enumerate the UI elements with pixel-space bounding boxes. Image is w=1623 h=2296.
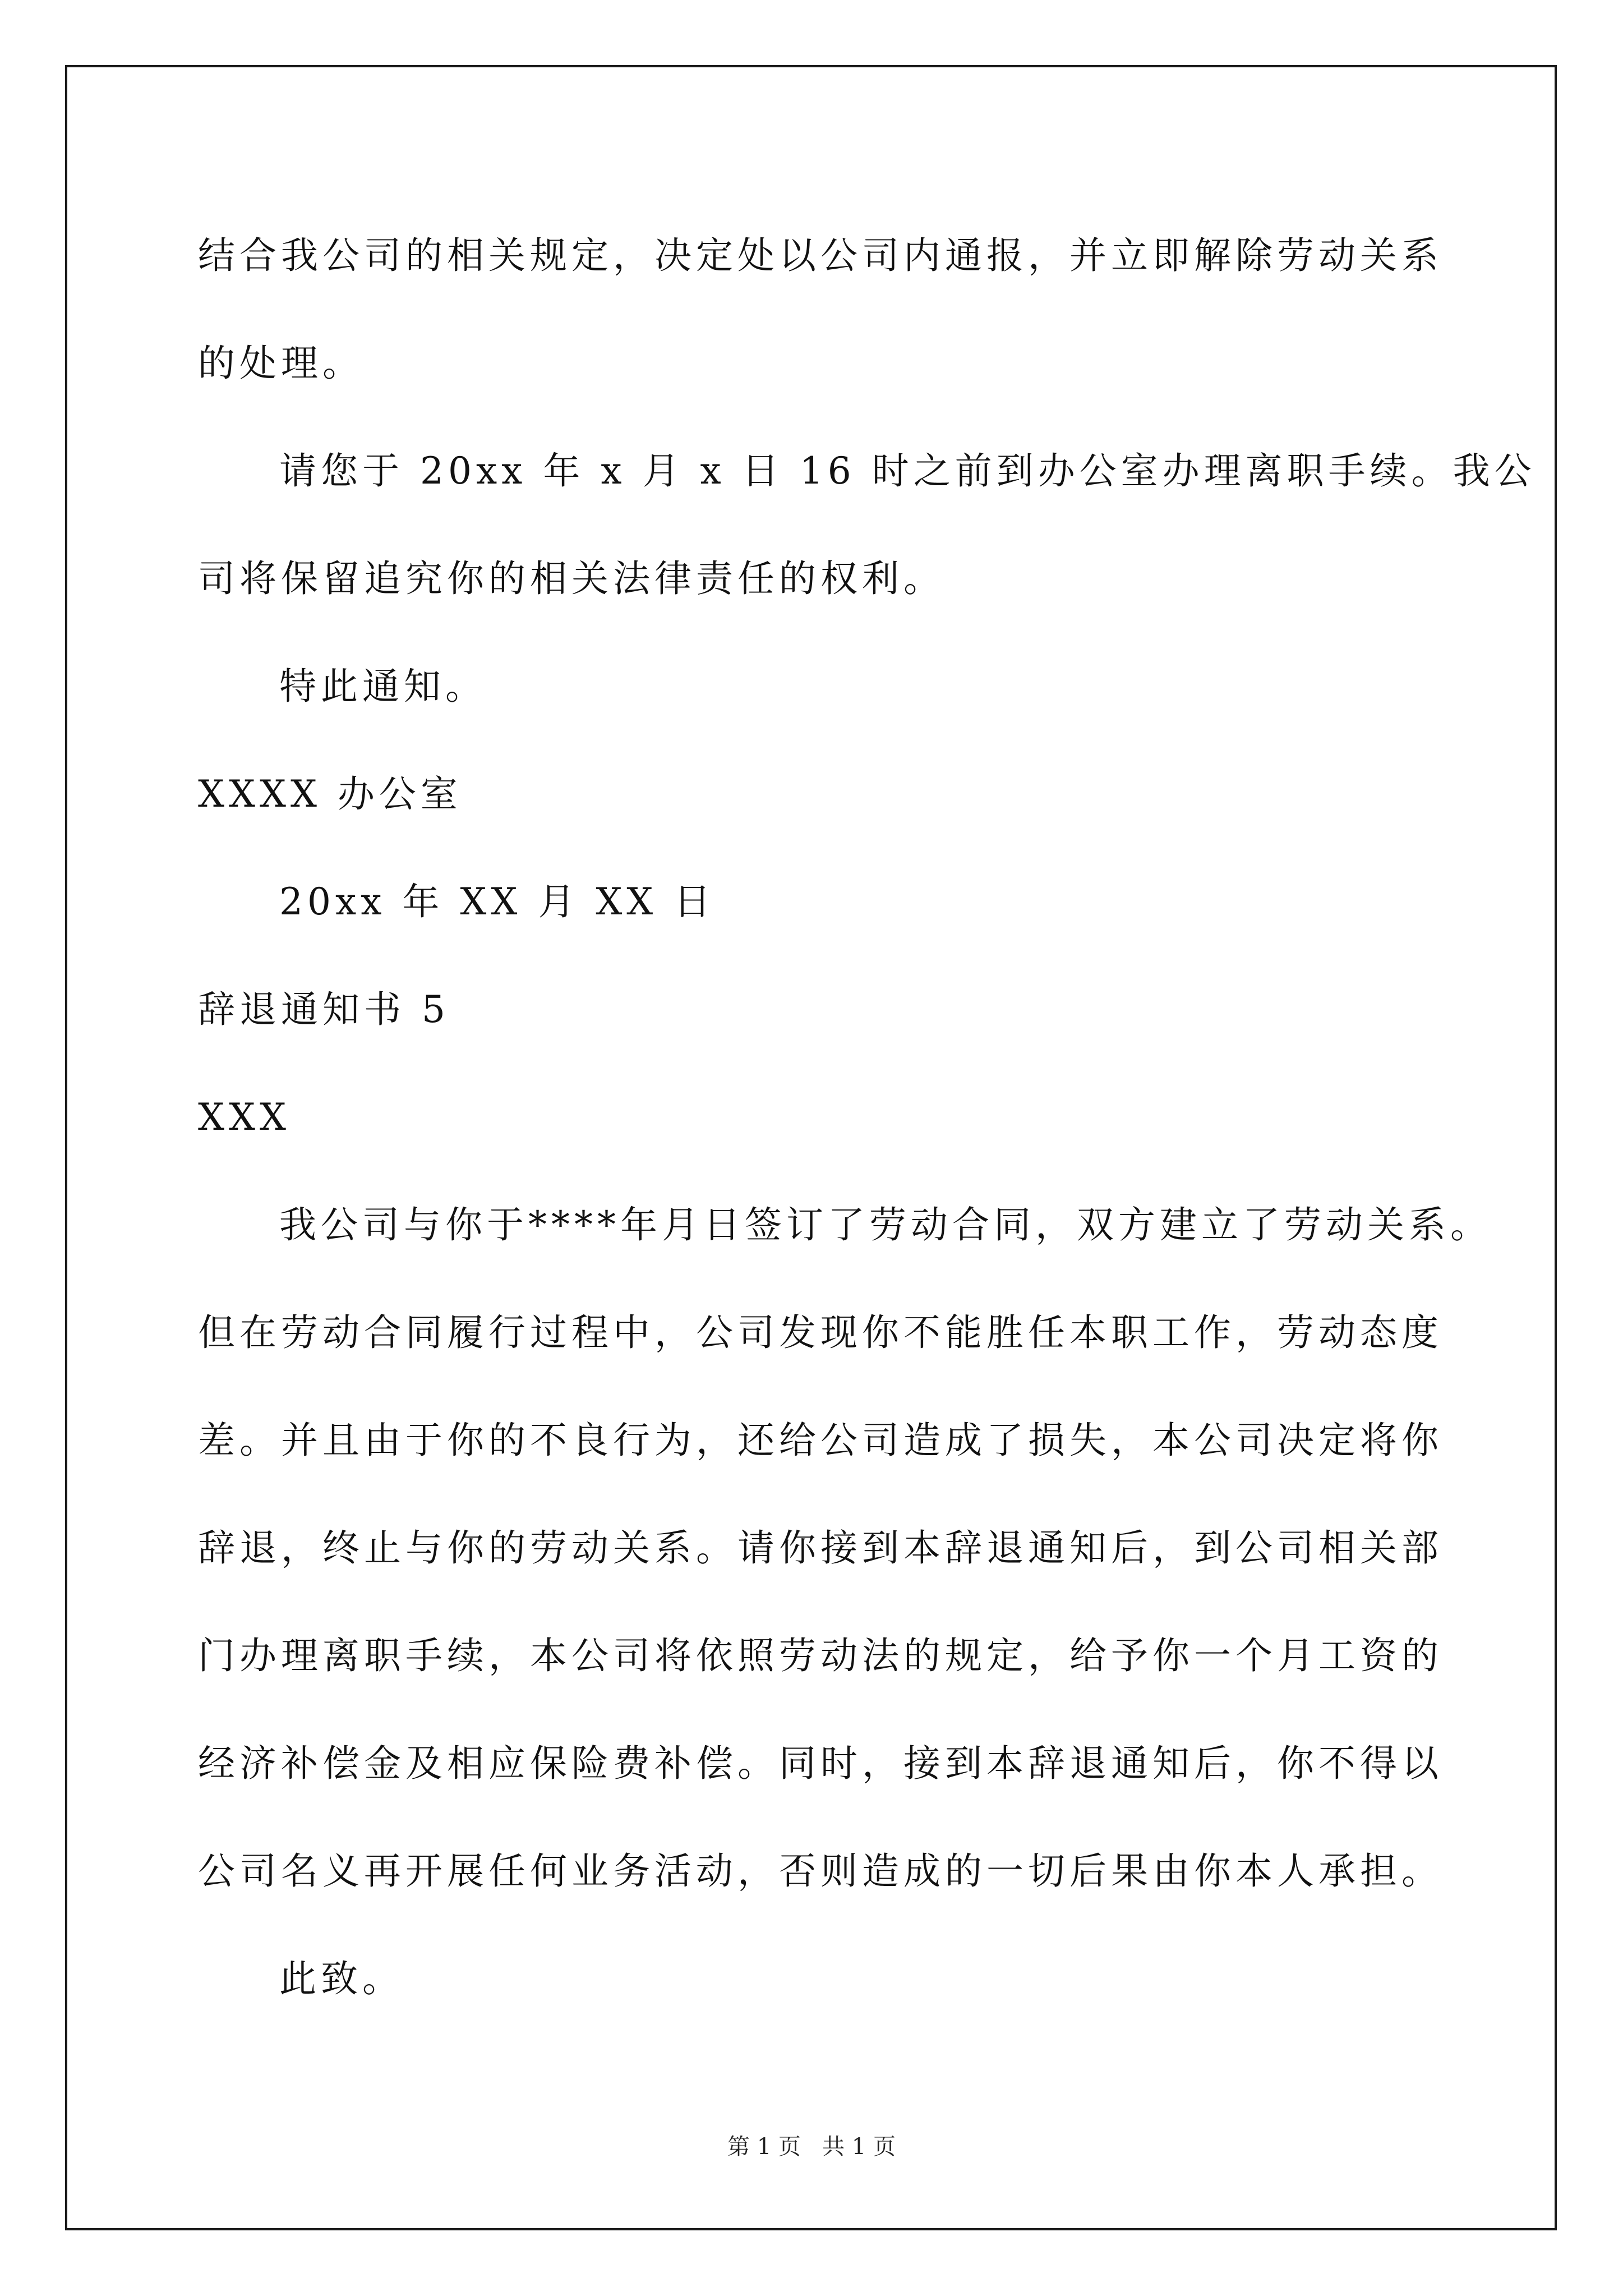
recipient-name: XXX: [198, 1096, 291, 1139]
paragraph-line: 我公司与你于****年月日签订了劳动合同，双方建立了劳动关系。: [279, 1203, 1492, 1246]
closing-notice: 特此通知。: [279, 665, 487, 708]
paragraph-line: 但在劳动合同履行过程中，公司发现你不能胜任本职工作，劳动态度: [198, 1311, 1443, 1354]
paragraph-line: 经济补偿金及相应保险费补偿。同时，接到本辞退通知后，你不得以: [198, 1742, 1443, 1785]
document-body: [198, 202, 1536, 2033]
closing-salutation: 此致。: [279, 1957, 404, 2000]
paragraph-line: 差。并且由于你的不良行为，还给公司造成了损失，本公司决定将你: [198, 1419, 1443, 1462]
paragraph-line: 请您于 20xx 年 x 月 x 日 16 时之前到办公室办理离职手续。我公: [279, 449, 1536, 493]
paragraph-line: 辞退，终止与你的劳动关系。请你接到本辞退通知后，到公司相关部: [198, 1526, 1443, 1570]
section-title: 辞退通知书 5: [198, 988, 450, 1031]
paragraph-line: 结合我公司的相关规定，决定处以公司内通报，并立即解除劳动关系: [198, 234, 1443, 277]
paragraph-line: 公司名义再开展任何业务活动，否则造成的一切后果由你本人承担。: [198, 1849, 1443, 1893]
page-footer: 第 1 页 共 1 页: [727, 2134, 896, 2160]
paragraph-line: 门办理离职手续，本公司将依照劳动法的规定，给予你一个月工资的: [198, 1634, 1443, 1677]
paragraph-line: 司将保留追究你的相关法律责任的权利。: [198, 557, 945, 600]
signature-office: XXXX 办公室: [198, 772, 462, 816]
paragraph-line: 的处理。: [198, 342, 364, 385]
signature-date: 20xx 年 XX 月 XX 日: [279, 880, 716, 923]
